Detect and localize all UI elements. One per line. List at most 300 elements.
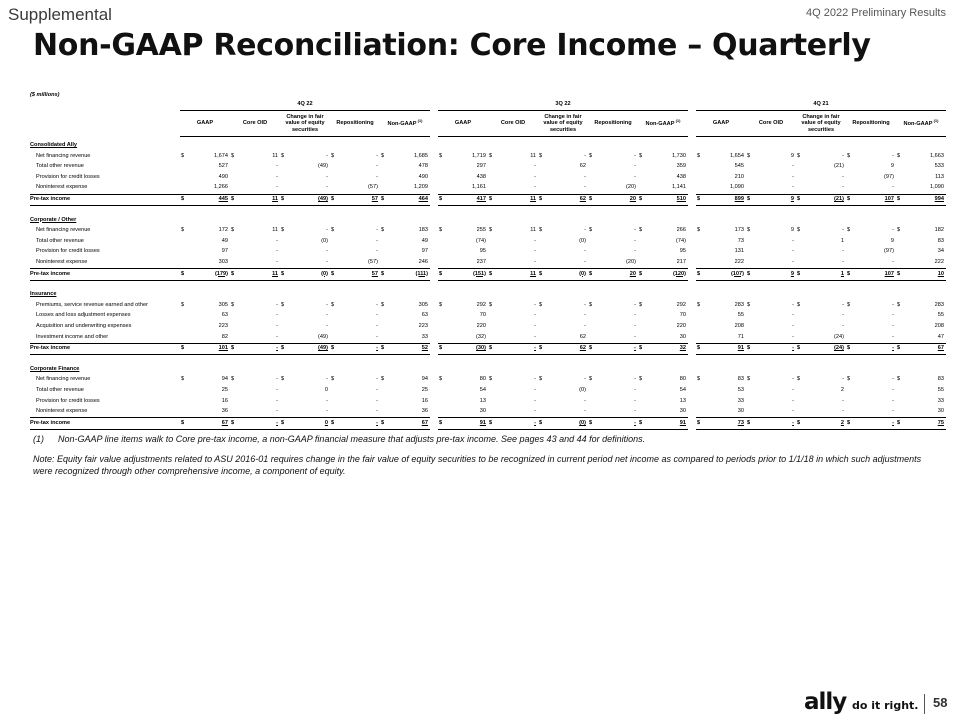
table-row [30,311,946,322]
dollar-sign: $ [639,227,643,234]
value-cell: - [892,397,894,404]
dollar-sign [330,332,338,343]
value-cell: - [634,301,636,308]
value-cell: - [754,343,796,355]
dollar-sign [438,162,446,173]
dollar-sign [180,258,188,269]
period-header: 4Q 21 [696,100,946,111]
value-cell: 2 [840,386,844,393]
value-cell: 47 [904,332,946,343]
footer-divider [924,694,925,714]
value-cell: 10 [904,269,946,281]
value-cell: - [496,343,538,355]
value-cell: 67 [188,418,230,430]
dollar-sign [796,162,804,173]
dollar-sign [280,385,288,396]
dollar-sign [896,183,904,194]
value-cell: 438 [476,173,486,180]
dollar-sign [488,162,496,173]
column-gap [688,236,696,247]
value-cell: 223 [418,323,428,329]
dollar-sign [846,172,854,183]
dollar-sign [280,332,288,343]
dollar-sign [896,258,904,269]
value-cell: 217 [646,258,688,269]
dollar-sign [280,258,288,269]
dollar-sign [796,396,804,407]
dollar-sign: $ [439,376,443,383]
value-cell: - [238,343,280,355]
dollar-sign [746,407,754,418]
dollar-sign: $ [696,269,704,281]
value-cell: - [276,248,278,255]
dollar-sign: $ [747,152,751,159]
dollar-sign: $ [381,376,385,383]
dollar-sign: $ [181,227,185,234]
footnote-text: Non-GAAP line items walk to Core pre-tax income, a non-GAAP financial measure that adjusts pre-tax income. See pages 43 and 44 for definitions. [58,434,646,444]
value-cell: - [238,258,280,269]
dollar-sign [230,385,238,396]
dollar-sign: $ [230,194,238,206]
value-cell: - [376,301,378,308]
value-cell: 34 [937,248,944,255]
dollar-sign: $ [281,227,285,234]
dollar-sign [696,407,704,418]
value-cell: 9 [890,237,894,244]
column-gap [430,375,438,386]
dollar-sign: $ [538,418,546,430]
value-cell: - [326,152,328,159]
value-cell: - [842,301,844,308]
column-gap [688,151,696,162]
value-cell: 11 [238,269,280,281]
value-cell: - [276,397,278,404]
period-header: 3Q 22 [438,100,688,111]
value-cell: 55 [937,312,944,319]
dollar-sign [438,236,446,247]
value-cell: 445 [188,194,230,206]
value-cell: 30 [904,407,946,418]
column-gap [688,194,696,206]
value-cell: 25 [221,386,228,393]
value-cell: - [376,227,378,234]
value-cell: (179) [188,269,230,281]
dollar-sign: $ [639,376,643,383]
dollar-sign [638,258,646,269]
value-cell: - [326,227,328,234]
dollar-sign: $ [897,376,901,383]
page-number: 58 [933,695,948,710]
value-cell: - [276,173,278,180]
dollar-sign: $ [638,343,646,355]
dollar-sign [230,236,238,247]
table-row [30,183,946,194]
value-cell: 490 [418,173,428,180]
period-header: 4Q 22 [180,100,430,111]
dollar-sign [696,172,704,183]
value-cell: (20) [596,183,638,194]
column-gap [688,396,696,407]
dollar-sign [330,311,338,322]
value-cell: 1 [840,237,844,244]
value-cell: - [238,407,280,418]
value-cell: (0) [288,269,330,281]
tagline: do it right. [852,699,919,712]
dollar-sign: $ [381,152,385,159]
dollar-sign [638,183,646,194]
value-cell: 91 [446,418,488,430]
dollar-sign [280,407,288,418]
value-cell: 9 [890,163,894,170]
dollar-sign: $ [796,343,804,355]
column-header [438,111,488,137]
dollar-sign [796,385,804,396]
dollar-sign [796,322,804,333]
dollar-sign [846,236,854,247]
dollar-sign: $ [747,301,751,308]
value-cell: - [792,301,794,308]
dollar-sign: $ [538,194,546,206]
dollar-sign: $ [847,227,851,234]
column-header-text: Non-GAAP [903,121,933,128]
value-cell: - [634,152,636,159]
dollar-sign [588,258,596,269]
dollar-sign: $ [281,376,285,383]
value-cell: - [534,397,536,404]
pretax-label: Pre-tax income [30,418,180,430]
dollar-sign [230,258,238,269]
dollar-sign [696,236,704,247]
dollar-sign [230,311,238,322]
dollar-sign [896,236,904,247]
dollar-sign [846,396,854,407]
value-cell: (0) [579,237,586,244]
dollar-sign [330,183,338,194]
column-header [180,111,230,137]
column-gap [688,269,696,281]
dollar-sign: $ [896,269,904,281]
dollar-sign [380,332,388,343]
value-cell: 97 [221,248,228,255]
dollar-sign [846,385,854,396]
value-cell: 255 [476,227,486,234]
dollar-sign: $ [538,269,546,281]
column-header-text: Change in fair value of equity securities [543,113,583,133]
dollar-sign [696,332,704,343]
dollar-sign: $ [231,152,235,159]
column-gap [430,247,438,258]
value-cell: - [584,376,586,383]
column-gap [430,396,438,407]
value-cell: 1,141 [646,183,688,194]
dollar-sign [380,172,388,183]
value-cell: 11 [272,227,278,234]
value-cell: - [534,248,536,255]
dollar-sign [796,236,804,247]
column-gap [688,91,696,100]
dollar-sign [896,407,904,418]
table-row [30,247,946,258]
dollar-sign: $ [180,418,188,430]
value-cell: 73 [704,418,746,430]
value-cell: 33 [388,332,430,343]
column-gap [430,91,438,100]
value-cell: - [842,152,844,159]
dollar-sign: $ [639,301,643,308]
dollar-sign: $ [539,152,543,159]
dollar-sign [488,385,496,396]
value-cell: (0) [546,418,588,430]
value-cell: 11 [496,269,538,281]
dollar-sign [180,236,188,247]
segment-header-row [30,211,946,226]
row-label: Noninterest expense [36,184,88,191]
dollar-sign: $ [896,418,904,430]
dollar-sign: $ [439,227,443,234]
row-label: Net financing revenue [36,227,91,234]
segment-title: Corporate / Other [30,216,77,223]
dollar-sign [488,311,496,322]
value-cell: 417 [446,194,488,206]
value-cell: (0) [579,386,586,393]
value-cell: - [546,407,588,418]
value-cell: 11 [238,194,280,206]
value-cell: - [584,312,586,319]
table-row [30,236,946,247]
value-cell: - [534,386,536,393]
column-header [488,111,538,137]
value-cell: 54 [479,386,486,393]
value-cell: 113 [935,173,944,180]
value-cell: - [804,183,846,194]
value-cell: - [792,323,794,329]
dollar-sign: $ [796,418,804,430]
value-cell: - [596,418,638,430]
value-cell: - [326,397,328,404]
segment-title: Consolidated Ally [30,142,78,149]
dollar-sign: $ [331,227,335,234]
dollar-sign [638,247,646,258]
dollar-sign [588,385,596,396]
column-header-text: Core OID [500,120,526,127]
value-cell: 478 [418,163,428,170]
dollar-sign [230,172,238,183]
footnote-marker: (1) [932,118,939,124]
dollar-sign: $ [230,269,238,281]
column-gap [688,226,696,237]
equity-note: Note: Equity fair value adjustments related to ASU 2016-01 requires change in the fair value of equity securities to be recognized in current period net income as compared to periods prior to 1/1/18 in which such adjustments were recognized through other comprehensive income, a component of equity. [33,454,922,476]
units-row [30,91,946,100]
table-row [30,226,946,237]
column-gap [430,162,438,173]
dollar-sign: $ [588,343,596,355]
column-header-text: GAAP [454,120,472,127]
dollar-sign: $ [488,343,496,355]
units-label: ($ millions) [30,91,60,98]
value-cell: - [534,376,536,383]
value-cell: - [376,386,378,393]
value-cell: - [376,397,378,404]
dollar-sign: $ [331,301,335,308]
dollar-sign [380,407,388,418]
value-cell: - [376,152,378,159]
column-header [538,111,588,137]
dollar-sign [638,407,646,418]
value-cell: (107) [704,269,746,281]
dollar-sign [746,332,754,343]
notes-section [33,434,923,477]
blank-cell [30,111,180,137]
value-cell: 359 [676,163,686,170]
value-cell: - [754,183,796,194]
dollar-sign [438,385,446,396]
dollar-sign [638,322,646,333]
value-cell: 62 [579,163,586,170]
dollar-sign: $ [697,152,701,159]
dollar-sign [230,247,238,258]
dollar-sign: $ [539,376,543,383]
column-header [696,111,746,137]
page-title: Non-GAAP Reconciliation: Core Income – Quarterly [33,28,871,63]
dollar-sign [746,162,754,173]
table-row [30,375,946,386]
value-cell: 292 [676,301,686,308]
value-cell: (97) [884,173,894,180]
value-cell: 33 [737,397,744,404]
value-cell: 9 [754,269,796,281]
dollar-sign [488,258,496,269]
dollar-sign [230,162,238,173]
dollar-sign [588,247,596,258]
dollar-sign [696,183,704,194]
dollar-sign [588,311,596,322]
value-cell: - [842,323,844,329]
dollar-sign: $ [331,152,335,159]
value-cell: 533 [934,163,944,170]
value-cell: - [376,237,378,244]
value-cell: - [276,386,278,393]
value-cell: - [584,173,586,180]
dollar-sign: $ [638,194,646,206]
value-cell: 994 [904,194,946,206]
value-cell: 30 [646,407,688,418]
dollar-sign: $ [846,194,854,206]
value-cell: 899 [704,194,746,206]
table-row [30,300,946,311]
dollar-sign: $ [847,301,851,308]
dollar-sign: $ [280,194,288,206]
value-cell: 67 [388,418,430,430]
value-cell: - [804,407,846,418]
value-cell: (21) [834,163,844,170]
dollar-sign: $ [638,418,646,430]
row-label: Net financing revenue [36,152,91,159]
value-cell: - [534,312,536,319]
value-cell: 11 [530,152,536,159]
value-cell: - [546,258,588,269]
value-cell: 2 [804,418,846,430]
dollar-sign [538,396,546,407]
dollar-sign: $ [746,418,754,430]
dollar-sign [896,247,904,258]
dollar-sign [538,247,546,258]
dollar-sign [280,247,288,258]
dollar-sign [180,385,188,396]
segment-title: Insurance [30,291,57,298]
value-cell: - [842,312,844,319]
column-gap [688,247,696,258]
dollar-sign [588,172,596,183]
column-gap [430,300,438,311]
dollar-sign: $ [280,418,288,430]
value-cell: 220 [676,323,686,329]
reconciliation-table [30,91,946,430]
dollar-sign: $ [697,376,701,383]
value-cell: - [854,407,896,418]
dollar-sign [746,172,754,183]
dollar-sign [896,322,904,333]
row-label: Noninterest expense [36,408,88,415]
dollar-sign [796,407,804,418]
value-cell: - [584,248,586,255]
dollar-sign [380,162,388,173]
dollar-sign: $ [330,194,338,206]
blank-cell [180,286,946,301]
dollar-sign: $ [747,227,751,234]
footnote-marker: (1) [674,118,681,124]
dollar-sign [696,247,704,258]
value-cell: 490 [218,173,228,180]
value-cell: - [584,152,586,159]
dollar-sign [180,311,188,322]
value-cell: - [892,376,894,383]
segment-header-row [30,360,946,375]
dollar-sign [896,311,904,322]
pretax-row [30,194,946,206]
table-row [30,258,946,269]
value-cell: 20 [596,269,638,281]
dollar-sign: $ [746,269,754,281]
value-cell: - [792,376,794,383]
dollar-sign [796,172,804,183]
segment-header-row [30,286,946,301]
column-header [746,111,796,137]
column-header [280,111,330,137]
value-cell: 16 [421,397,428,404]
value-cell: 80 [479,376,486,383]
value-cell: 1 [804,269,846,281]
dollar-sign [230,322,238,333]
value-cell: - [634,163,636,170]
value-cell: 1,663 [930,152,944,159]
value-cell: 30 [646,332,688,343]
dollar-sign [846,322,854,333]
dollar-sign [180,247,188,258]
dollar-sign [638,332,646,343]
dollar-sign [180,183,188,194]
value-cell: 94 [421,376,428,383]
value-cell: - [892,301,894,308]
dollar-sign: $ [180,194,188,206]
column-gap [688,258,696,269]
dollar-sign: $ [488,418,496,430]
dollar-sign [280,236,288,247]
value-cell: - [892,227,894,234]
column-gap [430,183,438,194]
value-cell: 49 [221,237,228,244]
row-label: Premiums, service revenue earned and other [36,301,148,308]
table-row [30,162,946,173]
